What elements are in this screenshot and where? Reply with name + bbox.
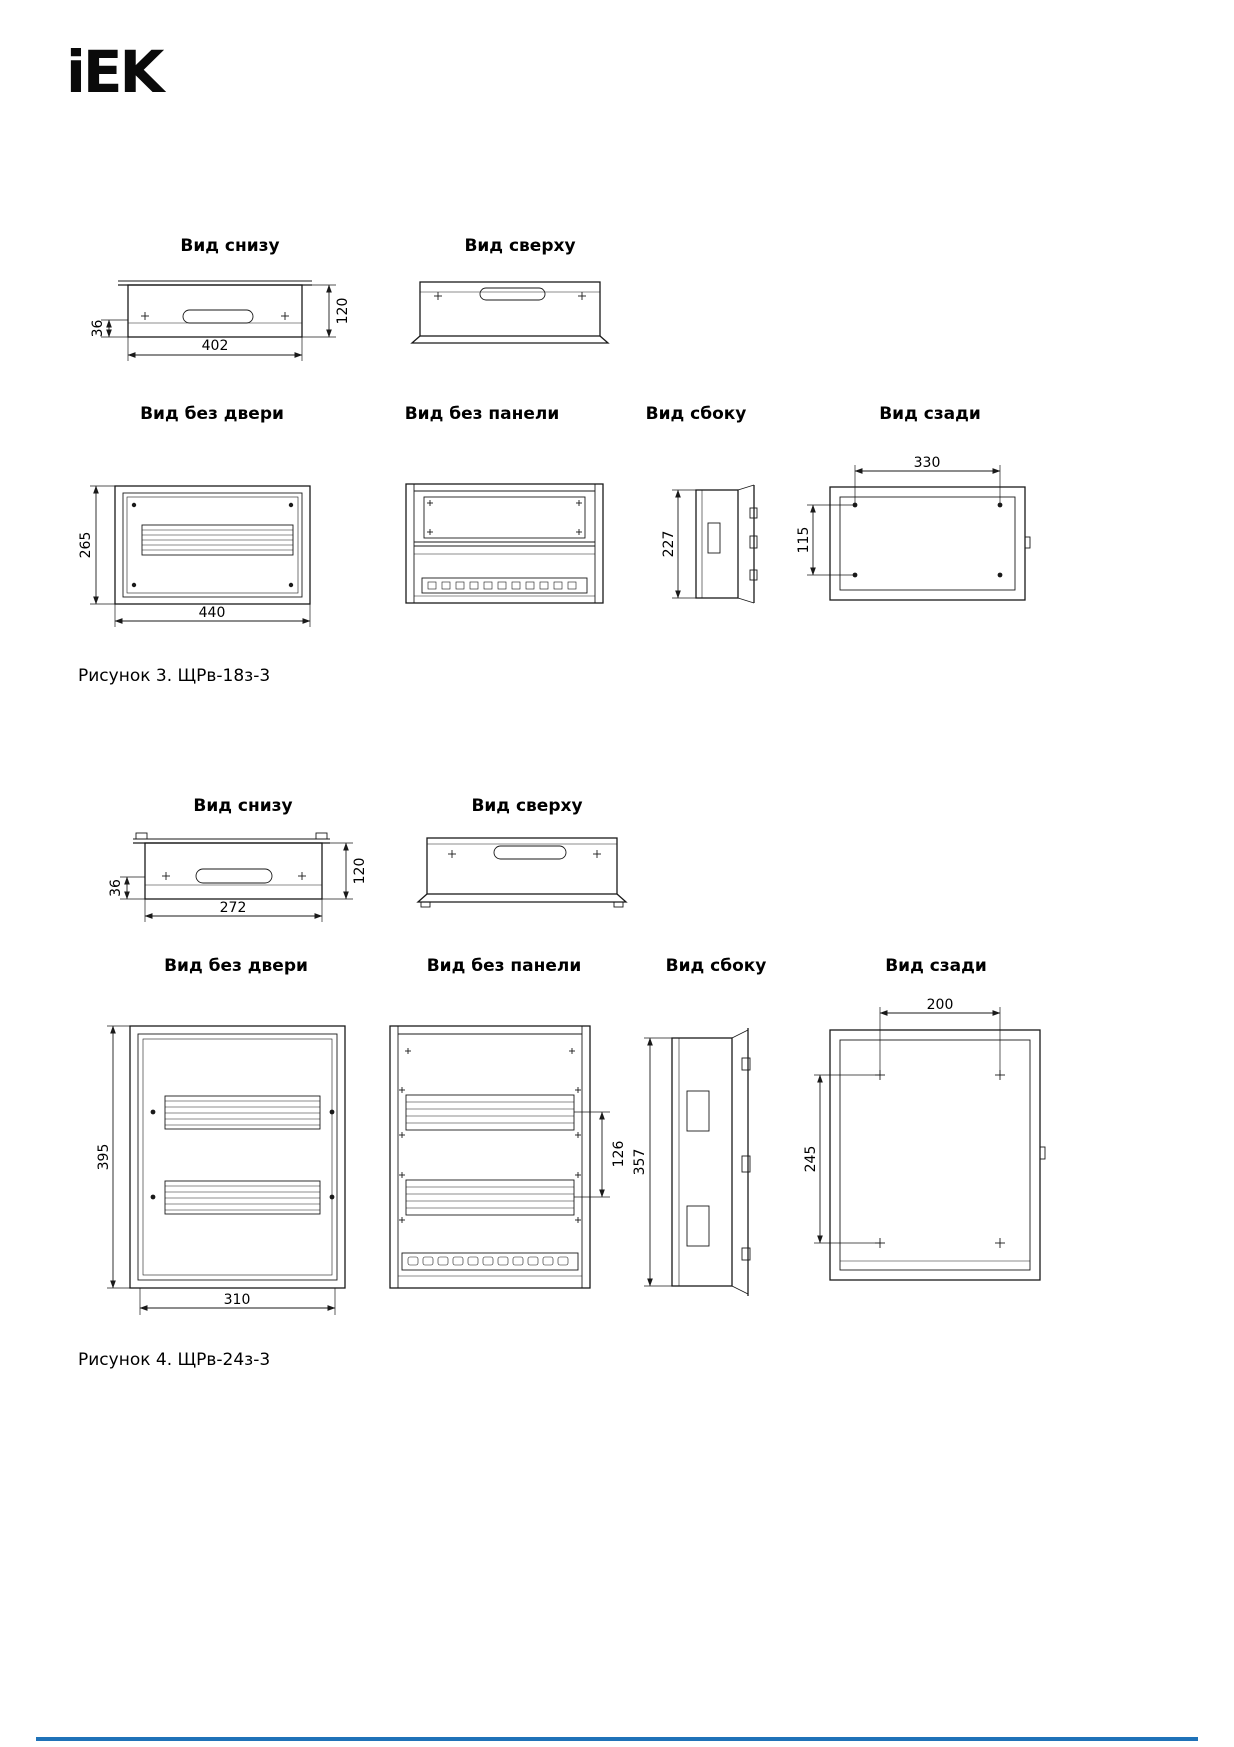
- dim-label-115: 115: [795, 526, 812, 554]
- enclosure-inside-outline: [406, 484, 603, 603]
- fig4-no-door-drawing: [95, 1016, 385, 1326]
- enclosure-top-outline: [412, 282, 608, 343]
- top-screw-marks: [405, 1048, 575, 1054]
- enclosure-inside-outline: [390, 1026, 590, 1288]
- dim-label-357: 357: [631, 1148, 648, 1176]
- fig3-no-panel-drawing: [398, 478, 613, 613]
- dim-label-402: 402: [201, 338, 229, 354]
- fig3-bottom-view-title: Вид снизу: [180, 236, 280, 256]
- iek-logo: iEK: [66, 38, 162, 106]
- dimension-265: [78, 486, 115, 604]
- fig4-side-view-title: Вид сбоку: [665, 956, 767, 976]
- breaker-louvers-row1: [165, 1096, 320, 1129]
- dim-label-330: 330: [913, 455, 941, 471]
- fig4-side-view-drawing: [630, 1016, 770, 1316]
- dim-label-265: 265: [77, 531, 94, 559]
- dimension-440: [115, 604, 310, 627]
- dimension-395: [96, 1026, 130, 1288]
- fig4-no-door-title: Вид без двери: [164, 956, 308, 976]
- dimension-227: [661, 490, 696, 598]
- dimension-310: [140, 1288, 335, 1315]
- fig4-top-view-title: Вид сверху: [471, 796, 583, 816]
- screw-marks: [162, 872, 306, 880]
- enclosure-rear-outline: [830, 1030, 1045, 1280]
- fig4-top-view-drawing: [412, 828, 647, 918]
- enclosure-front-outline: [130, 1026, 345, 1288]
- breaker-louvers-row2: [165, 1181, 320, 1214]
- fig4-rear-view-drawing: [800, 995, 1060, 1295]
- dim-label-126: 126: [610, 1140, 627, 1168]
- fig4-bottom-view-drawing: [100, 825, 390, 935]
- perforated-strip: [402, 1253, 578, 1270]
- dim-label-440: 440: [198, 605, 226, 621]
- enclosure-side-outline: [672, 1028, 750, 1296]
- dimension-200: [880, 997, 1000, 1075]
- figure3-caption: Рисунок 3. ЩРв-18з-3: [78, 666, 271, 686]
- fig3-no-door-drawing: [74, 478, 335, 633]
- screw-marks: [141, 312, 289, 320]
- fig3-rear-view-title: Вид сзади: [879, 404, 981, 424]
- breaker-louvers: [142, 525, 293, 555]
- fig3-top-view-drawing: [405, 272, 635, 352]
- fig4-no-panel-drawing: [378, 1016, 633, 1316]
- footer-accent-line: [36, 1737, 1198, 1741]
- dimension-357: [632, 1038, 672, 1286]
- mounting-hole-marks: [875, 1070, 1005, 1248]
- enclosure-side-outline: [696, 485, 757, 603]
- enclosure-bottom-outline: [133, 833, 330, 899]
- fig3-side-view-drawing: [660, 478, 780, 618]
- fig4-rear-view-title: Вид сзади: [885, 956, 987, 976]
- dim-label-272: 272: [219, 900, 247, 916]
- perforated-strip: [422, 578, 587, 593]
- dimension-115: [796, 505, 855, 575]
- dim-label-120: 120: [351, 857, 368, 885]
- panel-screw-marks: [427, 500, 582, 535]
- dim-label-395: 395: [95, 1143, 112, 1171]
- dimension-36: [108, 877, 145, 899]
- dimension-402: [128, 337, 302, 361]
- fig3-top-view-title: Вид сверху: [464, 236, 576, 256]
- fig4-bottom-view-title: Вид снизу: [193, 796, 293, 816]
- fig3-side-view-title: Вид сбоку: [645, 404, 747, 424]
- enclosure-front-outline: [115, 486, 310, 604]
- fig3-bottom-view-drawing: [85, 270, 355, 375]
- fig3-rear-view-drawing: [795, 455, 1040, 610]
- dimension-120: [302, 285, 351, 337]
- enclosure-bottom-outline: [118, 281, 312, 337]
- din-rail-assembly-1: [399, 1087, 581, 1138]
- dimension-272: [145, 899, 322, 922]
- dim-label-36: 36: [107, 879, 124, 897]
- dimension-120: [322, 843, 368, 899]
- enclosure-top-outline: [418, 838, 626, 907]
- dim-label-310: 310: [223, 1292, 251, 1308]
- dim-label-200: 200: [926, 997, 954, 1013]
- fig4-no-panel-title: Вид без панели: [426, 956, 582, 976]
- dim-label-120: 120: [334, 297, 351, 325]
- din-rail-assembly-2: [399, 1172, 581, 1223]
- dim-label-245: 245: [802, 1145, 819, 1173]
- fig3-no-panel-title: Вид без панели: [404, 404, 560, 424]
- dim-label-227: 227: [660, 530, 677, 558]
- dim-label-36: 36: [89, 319, 106, 338]
- figure4-caption: Рисунок 4. ЩРв-24з-3: [78, 1350, 271, 1370]
- dimension-36: [90, 320, 128, 338]
- fig3-no-door-title: Вид без двери: [140, 404, 284, 424]
- dimension-330: [855, 455, 1000, 505]
- dimension-245: [803, 1075, 880, 1243]
